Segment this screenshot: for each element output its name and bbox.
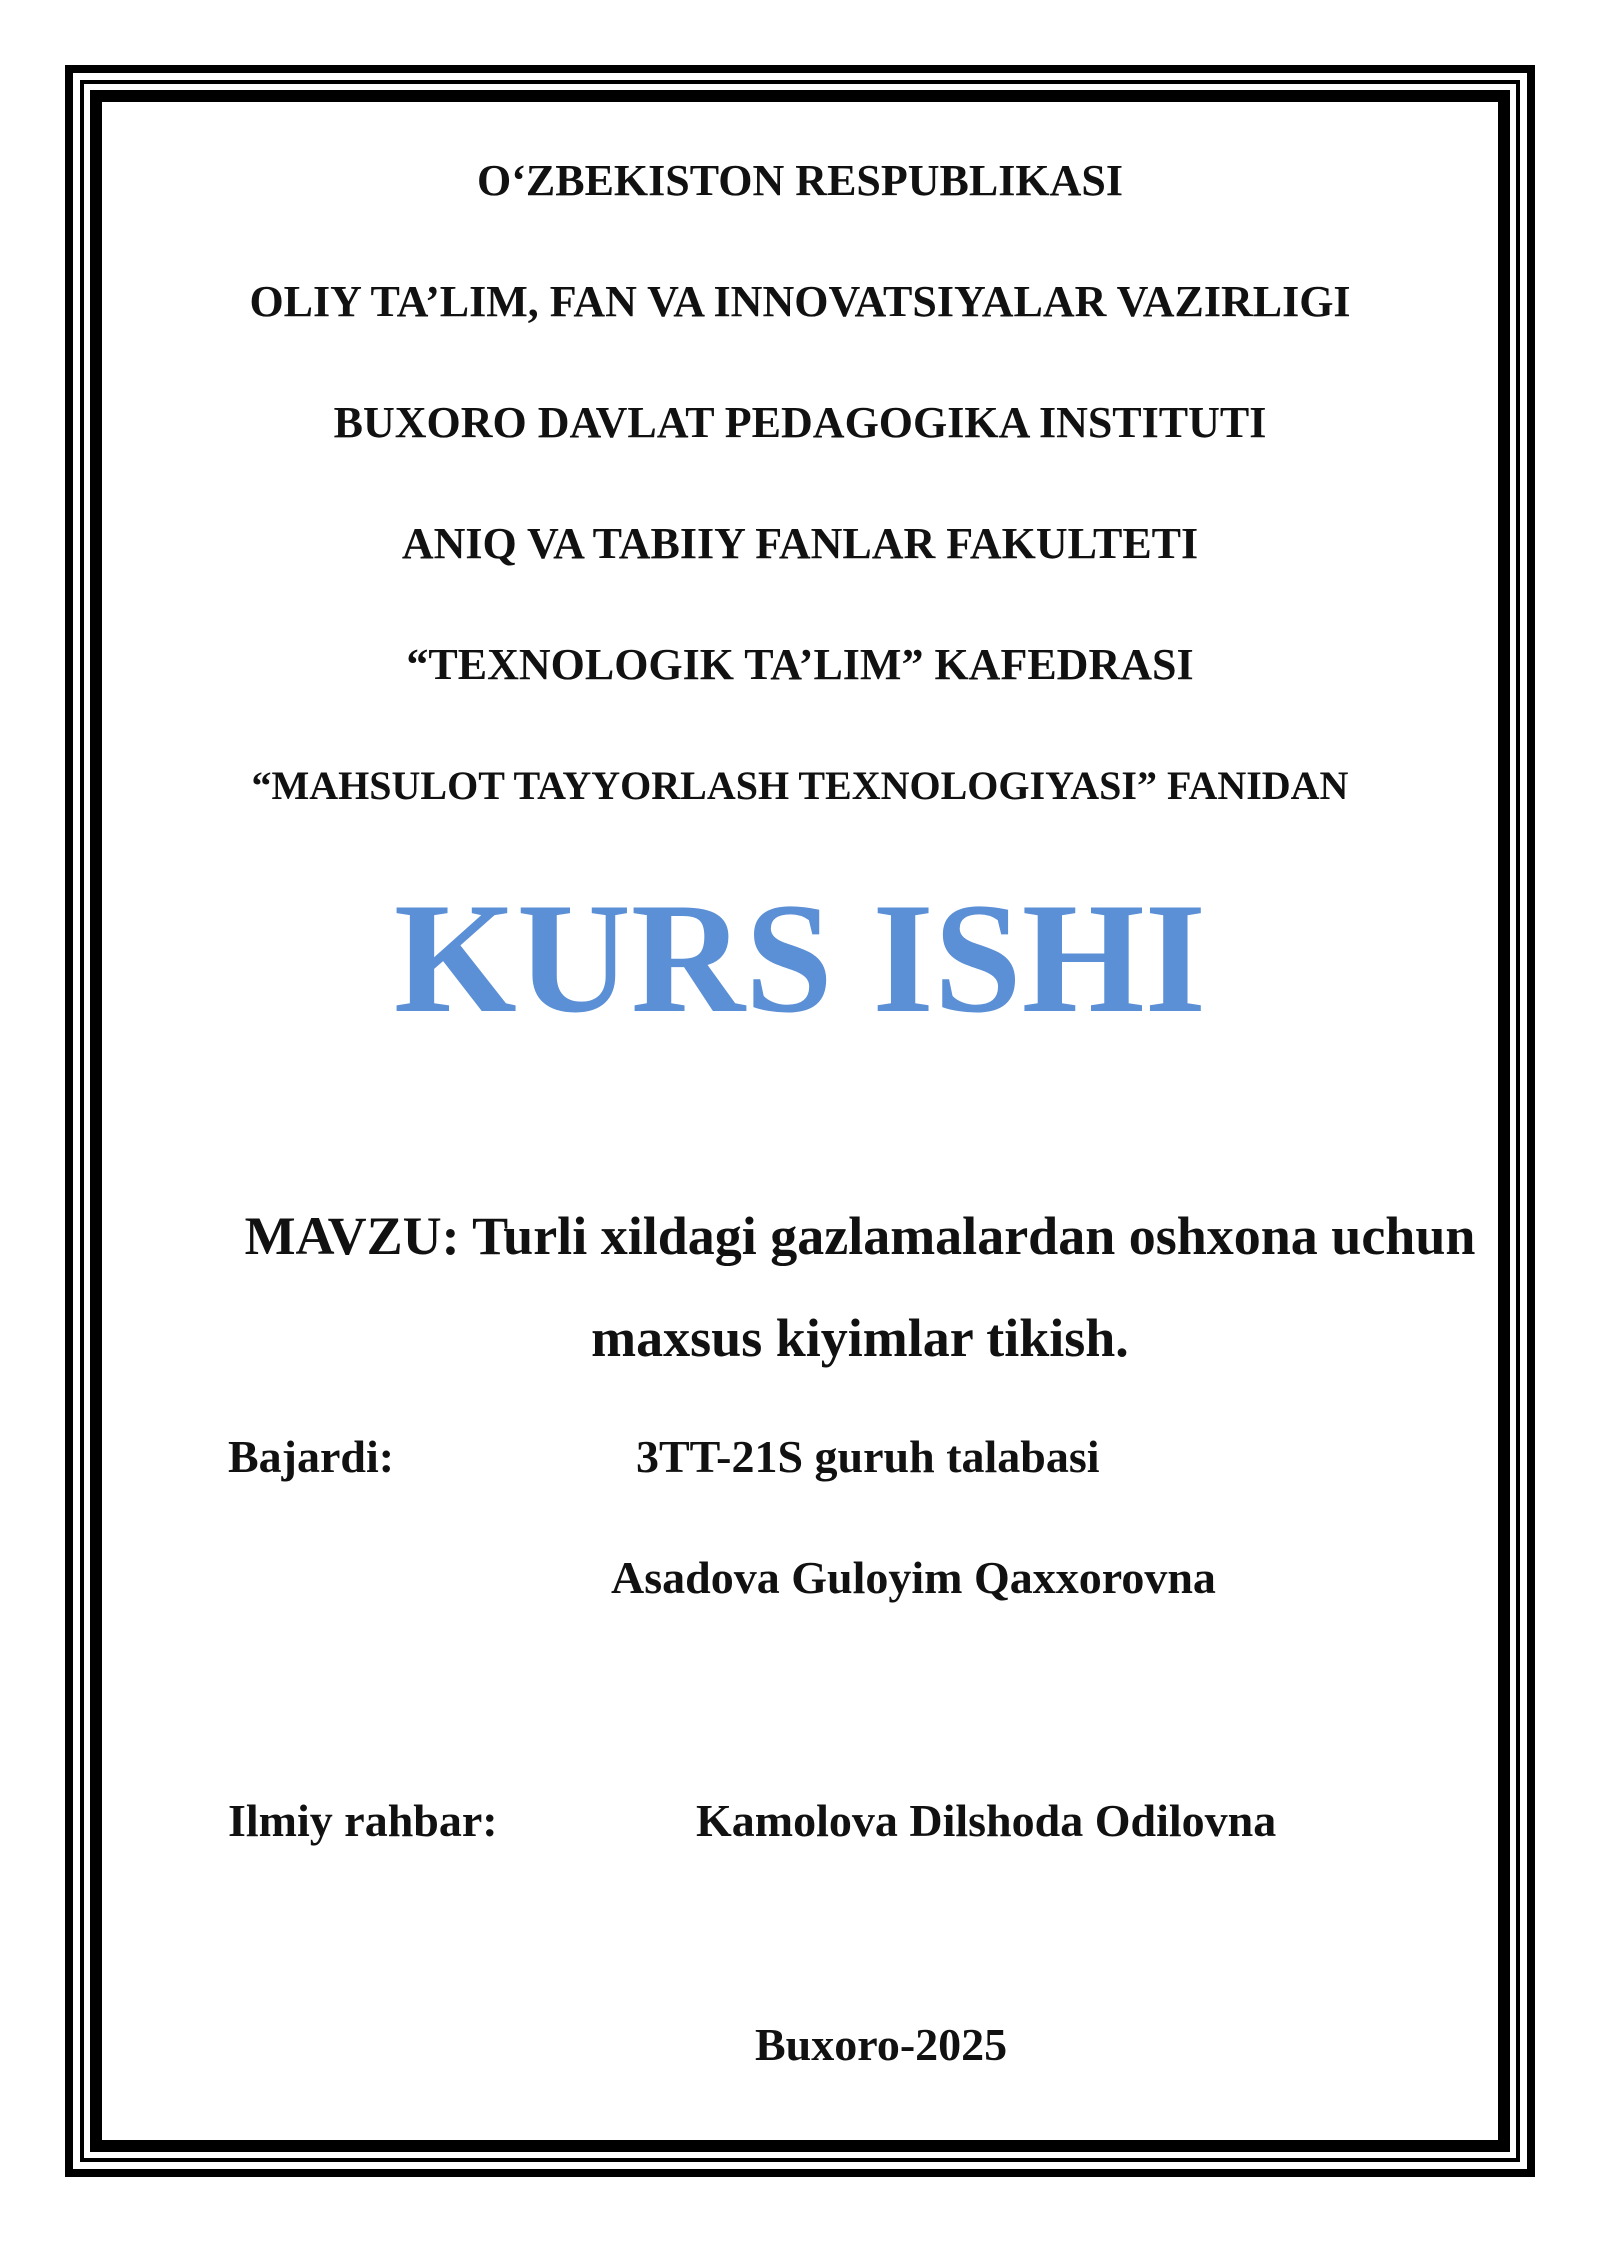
- student-group: 3TT-21S guruh talabasi: [636, 1431, 1100, 1482]
- header-department: “TEXNOLOGIK TA’LIM” KAFEDRASI: [406, 640, 1194, 689]
- document-title: KURS ISHI: [393, 871, 1207, 1046]
- header-subject: “MAHSULOT TAYYORLASH TEXNOLOGIYASI” FANIDAN: [251, 763, 1349, 808]
- topic-text: Turli xildagi gazlamalardan oshxona uchun maxsus kiyimlar tikish.: [472, 1206, 1476, 1368]
- topic-label: MAVZU:: [244, 1206, 460, 1266]
- performed-label: Bajardi:: [228, 1431, 395, 1482]
- topic: [230, 1185, 1490, 1389]
- supervisor-name: Kamolova Dilshoda Odilovna: [696, 1795, 1277, 1846]
- supervisor-label: Ilmiy rahbar:: [228, 1795, 498, 1846]
- student-name: Asadova Guloyim Qaxxorovna: [611, 1552, 1216, 1603]
- header-ministry: OLIY TA’LIM, FAN VA INNOVATSIYALAR VAZIRLIGI: [249, 277, 1351, 326]
- header-faculty: ANIQ VA TABIIY FANLAR FAKULTETI: [401, 519, 1199, 568]
- header-country: O‘ZBEKISTON RESPUBLIKASI: [477, 156, 1123, 205]
- header-institute: BUXORO DAVLAT PEDAGOGIKA INSTITUTI: [333, 398, 1267, 447]
- city-year: Buxoro-2025: [755, 2019, 1008, 2070]
